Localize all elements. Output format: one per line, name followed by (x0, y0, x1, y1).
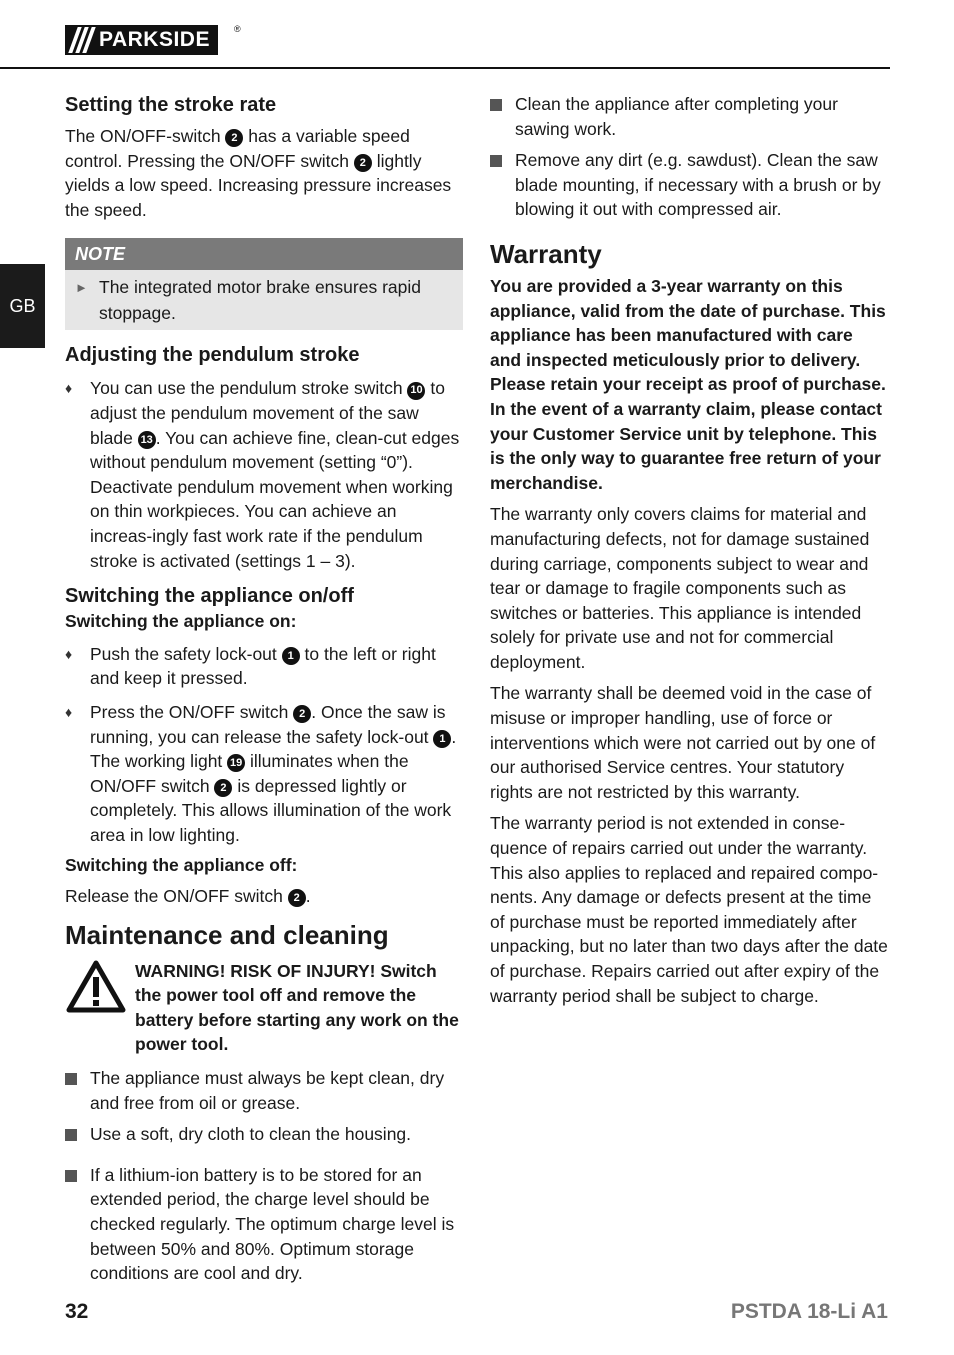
switch-off-text: Release the ON/OFF switch 2 . (65, 886, 311, 907)
brand-name: PARKSIDE (97, 27, 216, 53)
part-number-badge: 2 (293, 705, 311, 723)
part-number-badge: 19 (227, 754, 245, 772)
list-item: Clean the appliance after completing your sawing work. (490, 92, 888, 141)
warranty-paragraph: The warranty period is not extended in conse-quence of repairs carried out under the warranty. This also applies to replaced and repaired compo-nents. Any damage or defects present at the time of purchase must be reported immediately after unpacking, but no later than two days after the date of purchase. Repairs carried out after expiry of the warranty period shall be subject to charge. (490, 813, 888, 1006)
warranty-intro: You are provided a 3-year warranty on this appliance, valid from the date of purchase. This appliance has been manufactured with care and inspected meticulously prior to delivery. Please retain your receipt as proof of purchase. In the event of a warranty claim, please contact your Customer Service unit by telephone. This is the only way to guarantee free return of your merchandise. (490, 275, 886, 493)
diamond-bullet-icon: ♦ (65, 703, 73, 720)
note-box (65, 238, 463, 330)
stroke-rate-text: The ON/OFF-switch 2 has a variable speed control. Pressing the ON/OFF switch 2 lightly yields a low speed. Increasing pressure increases the speed. (65, 126, 452, 220)
page-number: 32 (65, 1300, 89, 1323)
square-bullet-icon (490, 155, 502, 167)
list-item: ♦ Press the ON/OFF switch 2 . Once the saw is running, you can release the safety lock-out 1 . The working light 19 illuminates when the ON/OFF switch 2 is depressed lightly or completely. This allows illumination of the work area in low lighting. (65, 700, 463, 848)
square-bullet-icon (65, 1170, 77, 1182)
right-column (490, 92, 888, 1008)
note-title: NOTE (65, 238, 463, 270)
part-number-badge: 2 (225, 129, 243, 147)
part-number-badge: 2 (288, 889, 306, 907)
part-number-badge: 1 (282, 647, 300, 665)
warranty-paragraph: The warranty only covers claims for material and manufacturing defects, not for damage sustained during carriage, components subject to wear and tear or damage to fragile components such as switches or batteries. This appliance is intended solely for private use and not for commercial deployment. (490, 504, 870, 672)
list-item: If a lithium-ion battery is to be stored for an extended period, the charge level should be checked regularly. The optimum charge level is between 50% and 80%. Optimum storage conditions are cool and dry. (65, 1163, 463, 1286)
language-tab: GB (0, 264, 45, 348)
arrow-bullet-icon: ► (75, 280, 88, 296)
registered-mark: ® (234, 24, 241, 34)
warning-text: WARNING! RISK OF INJURY! Switch the power tool off and remove the battery before starting any work on the power tool. (135, 960, 459, 1055)
pendulum-heading: Adjusting the pendulum stroke (65, 344, 360, 367)
stroke-rate-heading: Setting the stroke rate (65, 94, 277, 116)
square-bullet-icon (490, 99, 502, 111)
part-number-badge: 2 (354, 154, 372, 172)
parkside-logo (65, 25, 218, 55)
warning-block (65, 959, 463, 1057)
square-bullet-icon (65, 1073, 77, 1085)
diamond-bullet-icon: ♦ (65, 645, 73, 662)
square-bullet-icon (65, 1129, 77, 1141)
header-rule (0, 67, 890, 69)
maintenance-heading: Maintenance and cleaning (65, 919, 389, 950)
part-number-badge: 1 (433, 730, 451, 748)
logo-slashes (67, 27, 97, 53)
list-item: Remove any dirt (e.g. sawdust). Clean the saw blade mounting, if necessary with a brush or by blowing it out with compressed air. (490, 148, 888, 222)
part-number-badge: 2 (214, 779, 232, 797)
warning-triangle-icon (65, 959, 135, 1057)
part-number-badge: 13 (138, 431, 156, 449)
switch-off-label: Switching the appliance off: (65, 855, 298, 876)
list-item: Use a soft, dry cloth to clean the housing. (65, 1122, 463, 1147)
switching-heading: Switching the appliance on/off (65, 585, 354, 608)
warranty-paragraph: The warranty shall be deemed void in the case of misuse or improper handling, use of force or interventions which were not carried out by one of our authorised Service centres. Your statutory rights are not restricted by this warranty. (490, 683, 876, 802)
part-number-badge: 10 (407, 382, 425, 400)
list-item: The appliance must always be kept clean, dry and free from oil or grease. (65, 1066, 463, 1115)
list-item: ♦ Push the safety lock-out 1 to the left or right and keep it pressed. (65, 642, 463, 691)
diamond-bullet-icon: ♦ (65, 380, 73, 397)
switch-on-label: Switching the appliance on: (65, 611, 297, 632)
warranty-heading: Warranty (490, 238, 602, 269)
left-column (65, 92, 463, 1286)
model-name: PSTDA 18-Li A1 (730, 1300, 888, 1323)
list-item: ♦ You can use the pendulum stroke switch 10 to adjust the pendulum movement of the saw blade 13 . You can achieve fine, clean-cut edges without pendulum movement (setting “0”). Deactivate pendulum movement when working on thin workpieces. You can achieve an increas-ingly fast work rate if the pendulum stroke is activated (settings 1 – 3). (65, 376, 463, 573)
note-text: The integrated motor brake ensures rapid stoppage. (99, 277, 421, 323)
